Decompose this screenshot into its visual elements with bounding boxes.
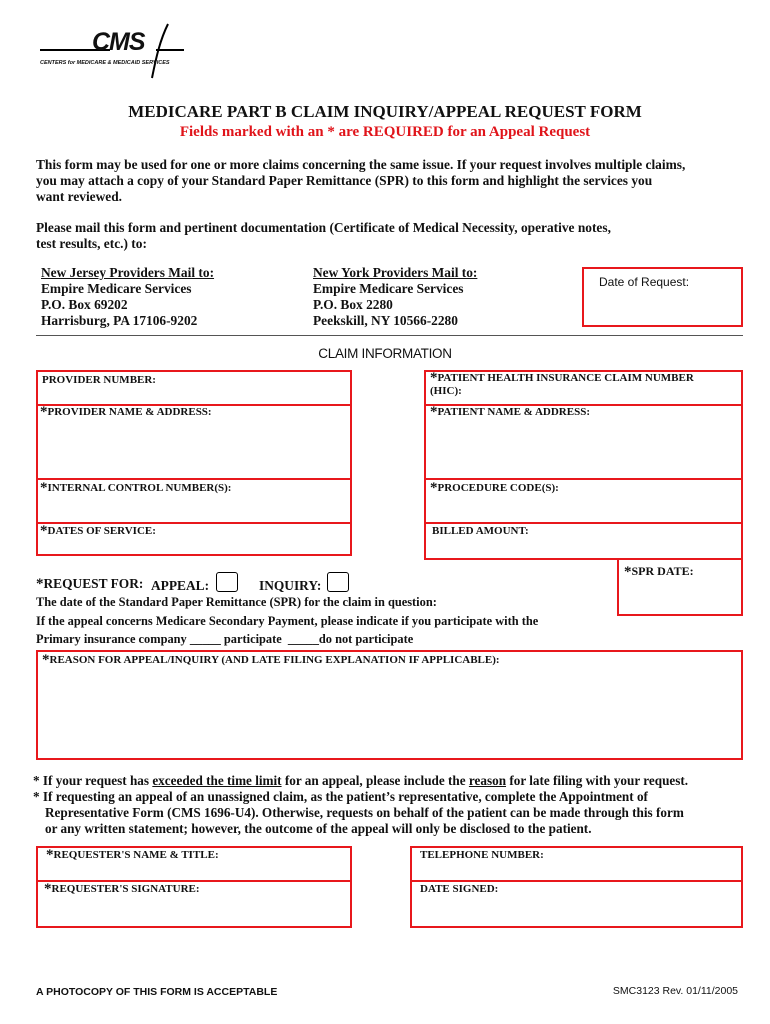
request-for-row xyxy=(36,576,143,592)
note-unassigned-line-1: * If requesting an appeal of an unassigned claim, as the patient’s representative, complete the Appointment of xyxy=(33,789,648,804)
request-for-label: REQUEST FOR: xyxy=(43,576,144,591)
intro-text xyxy=(36,157,756,205)
provider-number-label: PROVIDER NUMBER: xyxy=(42,374,156,386)
inquiry-label: INQUIRY: xyxy=(259,578,322,593)
billed-amount-label: BILLED AMOUNT: xyxy=(432,525,529,537)
hic-label: *PATIENT HEALTH INSURANCE CLAIM NUMBER (HIC): xyxy=(430,370,694,397)
intro-line-2: you may attach a copy of your Standard Paper Remittance (SPR) to this form and highlight the services you xyxy=(36,173,653,188)
notes xyxy=(33,773,753,837)
patient-name-label: *PATIENT NAME & ADDRESS: xyxy=(430,404,590,420)
date-signed-label: DATE SIGNED: xyxy=(420,883,499,895)
form-subtitle: Fields marked with an * are REQUIRED for an Appeal Request xyxy=(179,124,591,140)
required-marker: * xyxy=(430,480,438,496)
spr-question: The date of the Standard Paper Remittance (SPR) for the claim in question: xyxy=(36,595,437,609)
required-marker: * xyxy=(430,370,438,386)
ny-name: Empire Medicare Services xyxy=(313,281,464,296)
mail-note-line-2: test results, etc.) to: xyxy=(36,236,147,251)
section-divider xyxy=(36,335,743,336)
cms-logo-subtitle: CENTERS for MEDICARE & MEDICAID SERVICES xyxy=(40,60,170,66)
telephone-label: TELEPHONE NUMBER: xyxy=(420,849,544,861)
required-marker: * xyxy=(44,881,52,897)
procedure-codes-label: *PROCEDURE CODE(S): xyxy=(430,480,559,496)
required-marker: * xyxy=(40,523,48,539)
cms-logo-text: CMS xyxy=(92,28,145,56)
note-unassigned-line-3: or any written statement; however, the outcome of the appeal will only be disclosed to the patient. xyxy=(45,821,592,836)
secondary-payment-line-2: Primary insurance company _____ participate _____do not participate xyxy=(36,632,414,646)
date-of-request-label: Date of Request: xyxy=(599,275,690,289)
ny-heading: New York Providers Mail to: xyxy=(313,265,478,280)
nj-city: Harrisburg, PA 17106-9202 xyxy=(41,313,198,328)
spr-date-label: *SPR DATE: xyxy=(624,564,694,580)
note-unassigned-line-2: Representative Form (CMS 1696-U4). Otherwise, requests on behalf of the patient can be made through this form xyxy=(45,805,684,820)
nj-heading: New Jersey Providers Mail to: xyxy=(41,265,215,280)
required-marker: * xyxy=(40,404,48,420)
dates-of-service-label: *DATES OF SERVICE: xyxy=(40,523,156,539)
provider-name-label: *PROVIDER NAME & ADDRESS: xyxy=(40,404,212,420)
ny-city: Peekskill, NY 10566-2280 xyxy=(313,313,458,328)
inquiry-checkbox[interactable] xyxy=(327,572,349,592)
footer-form-number: SMC3123 Rev. 01/11/2005 xyxy=(612,985,738,997)
nj-name: Empire Medicare Services xyxy=(41,281,192,296)
required-marker: * xyxy=(36,576,44,592)
note-time-limit: * If your request has exceeded the time limit for an appeal, please include the reason for late filing with your request. xyxy=(33,773,689,788)
ny-box: P.O. Box 2280 xyxy=(313,297,393,312)
mail-note xyxy=(36,220,756,252)
appeal-label: APPEAL: xyxy=(151,578,210,593)
required-marker: * xyxy=(42,652,50,668)
intro-line-3: want reviewed. xyxy=(36,189,123,204)
mail-note-line-1: Please mail this form and pertinent documentation (Certificate of Medical Necessity, operative notes, xyxy=(36,220,611,235)
reason-label: *REASON FOR APPEAL/INQUIRY (AND LATE FILING EXPLANATION IF APPLICABLE): xyxy=(42,652,500,668)
required-marker: * xyxy=(624,564,632,580)
requester-signature-label: *REQUESTER'S SIGNATURE: xyxy=(44,881,200,897)
ny-address xyxy=(313,265,477,329)
required-marker: * xyxy=(40,480,48,496)
secondary-payment-line-1: If the appeal concerns Medicare Secondary Payment, please indicate if you participate with the xyxy=(36,614,539,628)
claim-info-heading: CLAIM INFORMATION xyxy=(318,346,452,361)
intro-line-1: This form may be used for one or more claims concerning the same issue. If your request involves multiple claims, xyxy=(36,157,686,172)
cms-logo xyxy=(36,20,186,80)
footer-photocopy-note: A PHOTOCOPY OF THIS FORM IS ACCEPTABLE xyxy=(36,986,278,998)
required-marker: * xyxy=(430,404,438,420)
required-marker: * xyxy=(46,847,54,863)
form-title: MEDICARE PART B CLAIM INQUIRY/APPEAL REQUEST FORM xyxy=(128,102,642,121)
nj-address xyxy=(41,265,214,329)
internal-control-number-label: *INTERNAL CONTROL NUMBER(S): xyxy=(40,480,232,496)
nj-box: P.O. Box 69202 xyxy=(41,297,128,312)
requester-name-label: *REQUESTER'S NAME & TITLE: xyxy=(46,847,219,863)
appeal-checkbox[interactable] xyxy=(216,572,238,592)
